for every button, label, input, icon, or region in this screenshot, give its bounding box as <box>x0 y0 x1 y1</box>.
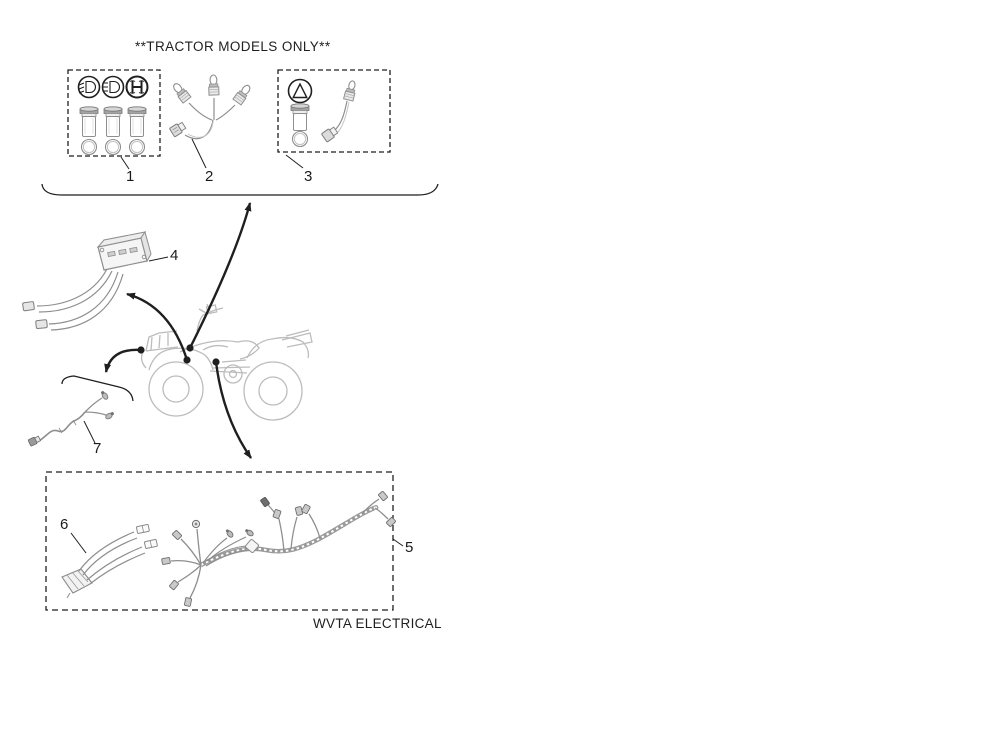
callout-leader-lines <box>71 139 403 553</box>
switch-kit-box <box>68 70 160 156</box>
main-wire-harness-part <box>162 491 396 607</box>
pilot-lamp-harness-part <box>169 75 252 139</box>
hazard-lamp-wire <box>321 80 357 142</box>
hazard-switch-body <box>291 104 309 131</box>
callout-3[interactable]: 3 <box>304 168 313 185</box>
hazard-switch-box <box>278 70 390 152</box>
diff-lock-icon <box>127 77 148 98</box>
switch-ring-parts <box>82 140 145 155</box>
lead-wire-bracket <box>62 376 133 401</box>
wvta-harness-box <box>46 472 393 610</box>
high-beam-headlight-icon <box>103 77 124 98</box>
diagram-footer-label: WVTA ELECTRICAL <box>313 616 442 631</box>
lead-wire-part <box>28 390 115 446</box>
callout-5[interactable]: 5 <box>405 539 414 556</box>
callout-7[interactable]: 7 <box>93 440 102 457</box>
callout-4[interactable]: 4 <box>170 247 179 264</box>
arrow-to-bracket <box>190 203 250 348</box>
hazard-triangle-icon <box>289 80 312 103</box>
callout-2[interactable]: 2 <box>205 168 214 185</box>
group-bracket <box>42 184 438 195</box>
battery-lead-part <box>62 524 157 598</box>
arrow-to-lead-wire <box>106 350 141 372</box>
switch-body-parts <box>80 107 146 137</box>
arrow-to-main-harness <box>216 362 251 458</box>
control-unit-part <box>23 232 151 330</box>
callout-1[interactable]: 1 <box>126 168 135 185</box>
low-beam-headlight-icon <box>79 77 100 98</box>
diagram-title: **TRACTOR MODELS ONLY** <box>135 39 331 54</box>
callout-6[interactable]: 6 <box>60 516 69 533</box>
